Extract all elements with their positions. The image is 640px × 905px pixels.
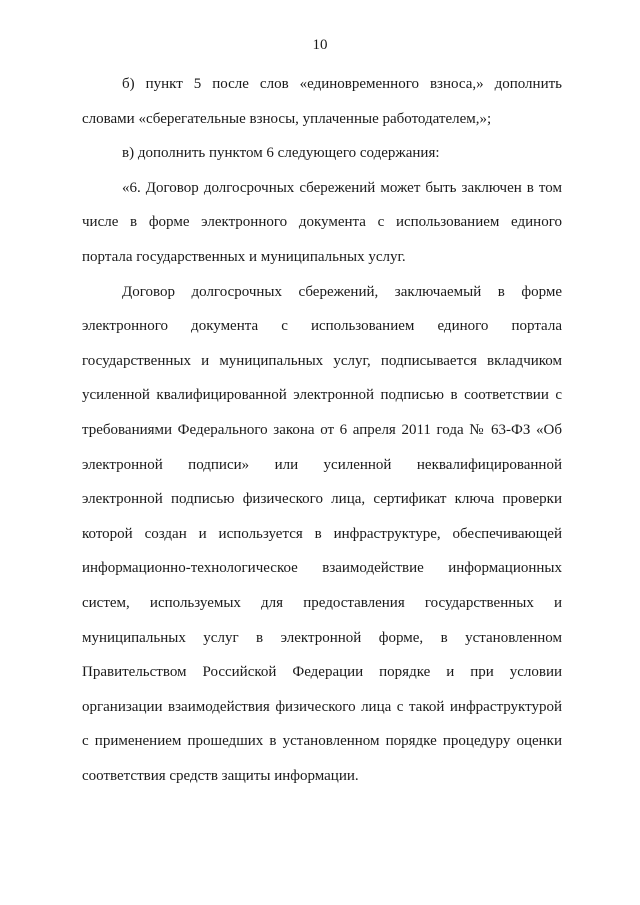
text-line: Договор долгосрочных сбережений, заключаемый в форме — [122, 283, 562, 300]
text-line: числе в форме электронного документа с использованием единого — [82, 214, 562, 231]
text-line: соответствия средств защиты информации. — [82, 767, 359, 784]
text-line: информационно-технологическое взаимодействие информационных — [82, 560, 562, 577]
text-line: государственных и муниципальных услуг, подписывается вкладчиком — [82, 352, 562, 369]
text-line: «6. Договор долгосрочных сбережений может быть заключен в том — [122, 179, 562, 196]
text-line: б) пункт 5 после слов «единовременного взноса,» дополнить — [122, 76, 562, 92]
text-line: требованиями Федерального закона от 6 апреля 2011 года № 63-ФЗ «Об — [82, 421, 562, 438]
text-line: словами «сберегательные взносы, уплаченные работодателем,»; — [82, 110, 492, 127]
text-line: электронной подписи» или усиленной неквалифицированной — [82, 456, 562, 473]
text-line: электронной подписью физического лица, сертификат ключа проверки — [82, 491, 562, 508]
text-line: организации взаимодействия физического лица с такой инфраструктурой — [82, 698, 562, 715]
text-line: Правительством Российской Федерации порядке и при условии — [82, 664, 562, 681]
paragraph-contract-signing — [82, 275, 562, 794]
text-line: систем, используемых для предоставления государственных и — [82, 594, 562, 611]
page-number: 10 — [312, 37, 328, 53]
text-line: электронного документа с использованием единого портала — [82, 318, 562, 335]
text-line: портала государственных и муниципальных услуг. — [82, 248, 406, 265]
text-line: которой создан и используется в инфраструктуре, обеспечивающей — [82, 525, 562, 542]
text-line: в) дополнить пунктом 6 следующего содержания: — [122, 145, 440, 162]
paragraph-amendment-b — [82, 67, 562, 136]
paragraph-amendment-v — [82, 136, 562, 171]
paragraph-point-6 — [82, 171, 562, 275]
document-body — [82, 67, 562, 793]
text-line: усиленной квалифицированной электронной подписью в соответствии с — [82, 387, 562, 404]
text-line: муниципальных услуг в электронной форме, в установленном — [82, 629, 562, 646]
text-line: с применением прошедших в установленном порядке процедуру оценки — [82, 733, 562, 750]
